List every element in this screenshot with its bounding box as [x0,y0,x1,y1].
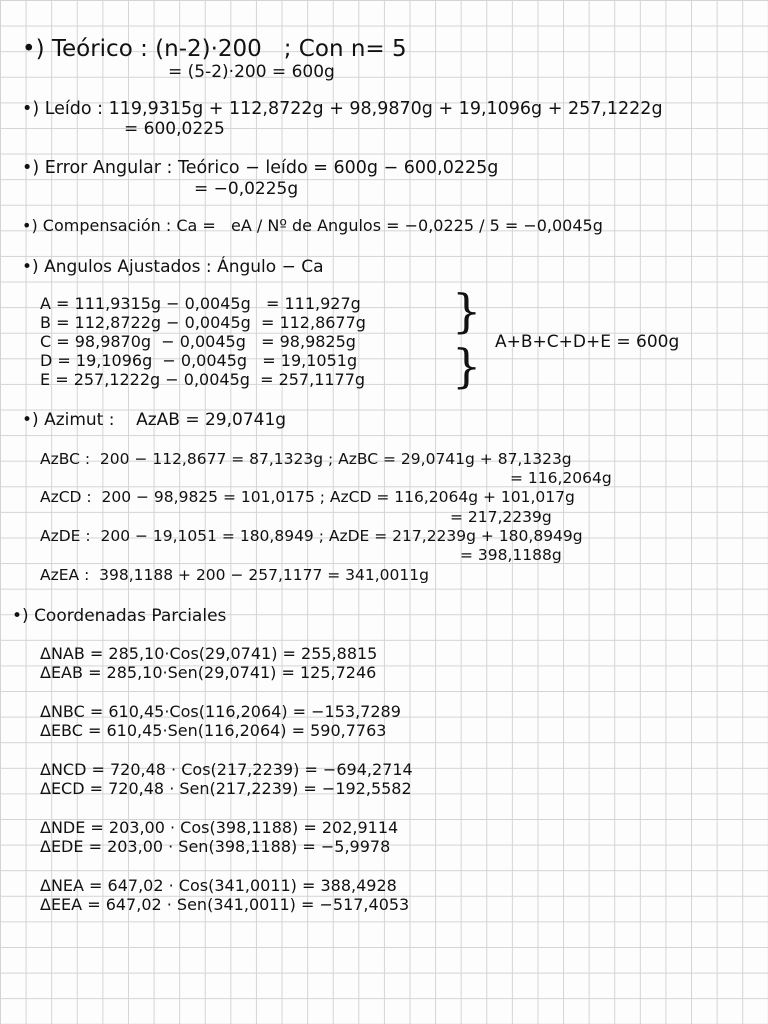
coordenada-e-bc: ΔEBC = 610,45·Sen(116,2064) = 590,7763 [40,721,387,740]
azimut-heading: •) Azimut : AzAB = 29,0741g [22,410,287,430]
azimut-cd-result: = 217,2239g [450,508,552,526]
angulo-ajustado-e: E = 257,1222g − 0,0045g = 257,1177g [40,370,366,389]
angulo-ajustado-b: B = 112,8722g − 0,0045g = 112,8677g [40,313,366,332]
coordenada-e-de: ΔEDE = 203,00 · Sen(398,1188) = −5,9978 [40,837,391,856]
azimut-bc-result: = 116,2064g [510,469,612,487]
coordenada-n-ab: ΔNAB = 285,10·Cos(29,0741) = 255,8815 [40,644,378,663]
azimut-bc-line: AzBC : 200 − 112,8677 = 87,1323g ; AzBC = 29,0741g + 87,1323g [40,450,572,468]
coordenada-n-bc: ΔNBC = 610,45·Cos(116,2064) = −153,7289 [40,702,401,721]
azimut-de-line: AzDE : 200 − 19,1051 = 180,8949 ; AzDE = 217,2239g + 180,8949g [40,527,583,545]
compensacion-line: •) Compensación : Ca = eA / Nº de Angulos = −0,0225 / 5 = −0,0045g [22,216,603,235]
leido-line-2: = 600,0225 [124,119,225,139]
azimut-cd-line: AzCD : 200 − 98,9825 = 101,0175 ; AzCD = 116,2064g + 101,017g [40,488,575,506]
grouping-brace-lower: } [452,339,482,393]
coordenada-e-cd: ΔECD = 720,48 · Sen(217,2239) = −192,5582 [40,779,412,798]
azimut-de-result: = 398,1188g [460,546,562,564]
grouping-brace-upper: } [452,284,482,338]
angulo-ajustado-a: A = 111,9315g − 0,0045g = 111,927g [40,294,361,313]
angulo-ajustado-c: C = 98,9870g − 0,0045g = 98,9825g [40,332,356,351]
error-angular-line-1: •) Error Angular : Teórico − leído = 600g − 600,0225g [22,158,499,178]
angulos-ajustados-heading: •) Angulos Ajustados : Ángulo − Ca [22,257,324,277]
error-angular-line-2: = −0,0225g [194,179,299,199]
angulo-ajustado-d: D = 19,1096g − 0,0045g = 19,1051g [40,351,358,370]
coordenada-n-de: ΔNDE = 203,00 · Cos(398,1188) = 202,9114 [40,818,399,837]
azimut-ea-line: AzEA : 398,1188 + 200 − 257,1177 = 341,0011g [40,566,429,584]
teorico-line-1: •) Teórico : (n-2)·200 ; Con n= 5 [22,36,407,62]
coordenada-e-ea: ΔEEA = 647,02 · Sen(341,0011) = −517,4053 [40,895,410,914]
coordenadas-heading: •) Coordenadas Parciales [12,606,227,626]
leido-line-1: •) Leído : 119,9315g + 112,8722g + 98,9870g + 19,1096g + 257,1222g [22,99,663,119]
teorico-line-2: = (5-2)·200 = 600g [168,62,335,82]
coordenada-n-cd: ΔNCD = 720,48 · Cos(217,2239) = −694,2714 [40,760,413,779]
angulos-suma-total: A+B+C+D+E = 600g [495,332,680,352]
coordenada-n-ea: ΔNEA = 647,02 · Cos(341,0011) = 388,4928 [40,876,397,895]
coordenada-e-ab: ΔEAB = 285,10·Sen(29,0741) = 125,7246 [40,663,377,682]
